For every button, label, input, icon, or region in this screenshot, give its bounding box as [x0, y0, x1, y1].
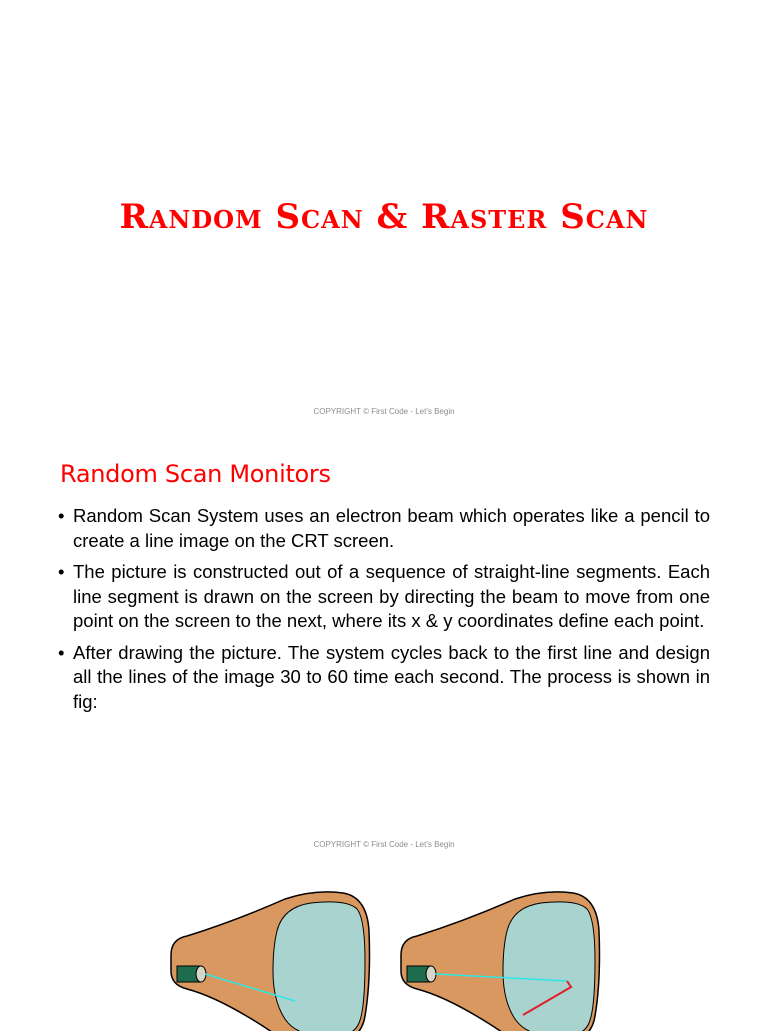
bullet-list [58, 504, 710, 721]
bullet-text: Random Scan System uses an electron beam which operates like a pencil to create a line image on the CRT screen. [73, 505, 710, 551]
bullet-dot-icon: • [58, 505, 65, 526]
bullet-item [58, 504, 710, 553]
crt-tube-line-drawn-figure [395, 891, 605, 1031]
slide-heading: Random Scan Monitors [60, 460, 331, 488]
copyright-footer: COPYRIGHT © First Code - Let's Begin [313, 840, 455, 849]
bullet-dot-icon: • [58, 641, 65, 663]
crt-screen [503, 902, 595, 1031]
bullet-text: After drawing the picture. The system cycles back to the first line and design all the lines of the image 30 to 60 time each second. The process is shown in fig: [73, 641, 710, 712]
electron-gun-end [196, 966, 206, 982]
content-slide [0, 432, 768, 864]
bullet-dot-icon: • [58, 561, 65, 582]
crt-tube-beam-start-figure [165, 891, 375, 1031]
crt-screen [273, 902, 365, 1031]
bullet-item [58, 641, 710, 715]
bullet-item [58, 560, 710, 634]
title-slide [0, 0, 768, 432]
electron-gun-end [426, 966, 436, 982]
figure-slide [0, 864, 768, 1024]
bullet-text: The picture is constructed out of a sequence of straight-line segments. Each line segment is drawn on the screen by directing the beam to move from one point on the screen to the next, where its x & y coordinates define each point. [73, 561, 710, 631]
copyright-footer: COPYRIGHT © First Code - Let's Begin [313, 407, 455, 416]
slide-title: Random Scan & Raster Scan [119, 197, 649, 237]
